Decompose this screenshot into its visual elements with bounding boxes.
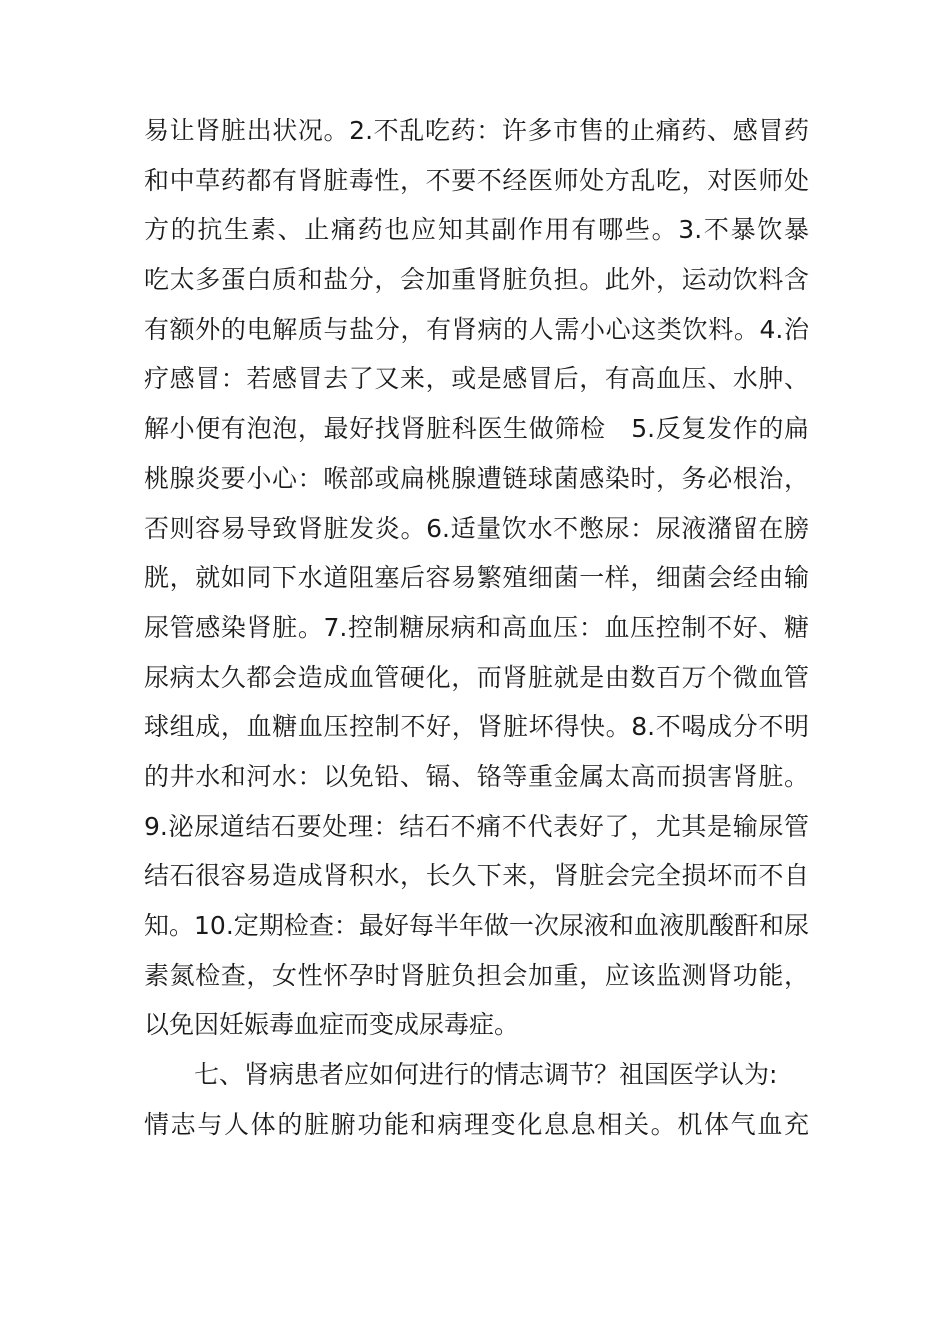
text-line: 和中草药都有肾脏毒性，不要不经医师处方乱吃，对医师处 xyxy=(144,165,809,195)
text-line: 尿管感染肾脏。7.控制糖尿病和高血压：血压控制不好、糖 xyxy=(144,612,809,642)
text-line: 吃太多蛋白质和盐分，会加重肾脏负担。此外，运动饮料含 xyxy=(144,265,809,295)
text-line: 的井水和河水：以免铅、镉、铬等重金属太高而损害肾脏。 xyxy=(144,761,809,791)
section-heading-line: 七、肾病患者应如何进行的情志调节？祖国医学认为: xyxy=(194,1060,778,1090)
body-text xyxy=(144,106,809,1149)
text-line: 有额外的电解质与盐分，有肾病的人需小心这类饮料。4.治 xyxy=(144,314,809,344)
text-line: 以免因妊娠毒血症而变成尿毒症。 xyxy=(144,1010,520,1040)
text-line: 结石很容易造成肾积水，长久下来，肾脏会完全损坏而不自 xyxy=(144,861,809,891)
text-line: 知。10.定期检查：最好每半年做一次尿液和血液肌酸酐和尿 xyxy=(144,911,809,940)
text-line: 解小便有泡泡，最好找肾脏科医生做筛检 5.反复发作的扁 xyxy=(144,414,809,444)
text-line: 疗感冒：若感冒去了又来，或是感冒后，有高血压、水肿、 xyxy=(144,364,809,394)
text-line: 9.泌尿道结石要处理：结石不痛不代表好了，尤其是输尿管 xyxy=(144,811,809,841)
text-line: 球组成，血糖血压控制不好，肾脏坏得快。8.不喝成分不明 xyxy=(144,712,809,742)
text-line: 尿病太久都会造成血管硬化，而肾脏就是由数百万个微血管 xyxy=(144,662,809,692)
text-line: 否则容易导致肾脏发炎。6.适量饮水不憋尿：尿液潴留在膀 xyxy=(144,513,809,543)
text-line: 胱，就如同下水道阻塞后容易繁殖细菌一样，细菌会经由输 xyxy=(144,563,809,593)
text-line: 方的抗生素、止痛药也应知其副作用有哪些。3.不暴饮暴 xyxy=(144,215,809,245)
text-line: 桃腺炎要小心：喉部或扁桃腺遭链球菌感染时，务必根治， xyxy=(144,463,809,493)
text-line: 情志与人体的脏腑功能和病理变化息息相关。机体气血充 xyxy=(144,1109,809,1139)
text-line: 易让肾脏出状况。2.不乱吃药：许多市售的止痛药、感冒药 xyxy=(144,116,809,145)
text-line: 素氮检查，女性怀孕时肾脏负担会加重，应该监测肾功能， xyxy=(144,960,809,990)
